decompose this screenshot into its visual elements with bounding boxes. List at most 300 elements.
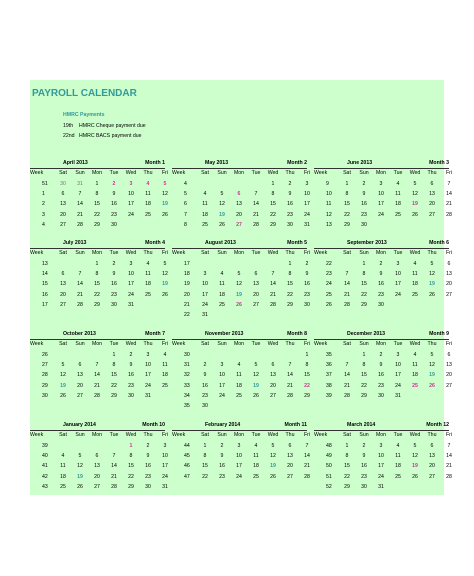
day-cell: 9 — [379, 362, 383, 369]
day-cell: 31 — [202, 312, 208, 318]
day-cell: 21 — [446, 201, 452, 208]
day-cell: 19 — [60, 382, 66, 389]
day-cell: 1 — [305, 352, 309, 358]
day-cell: 31 — [77, 181, 83, 187]
day-cell: 15 — [344, 463, 350, 470]
day-cell: 6 — [237, 191, 241, 198]
day-cell: 28 — [111, 483, 117, 490]
week-number: 31 — [184, 362, 190, 369]
day-cell: 17 — [395, 281, 401, 288]
day-cell: 10 — [202, 281, 208, 288]
week-number: 11 — [326, 201, 332, 208]
day-header: Sun — [359, 250, 369, 256]
day-header-row — [30, 170, 167, 178]
day-header-row — [30, 341, 167, 349]
day-cell: 18 — [219, 291, 225, 298]
day-header: Sat — [343, 170, 351, 176]
day-header-row — [172, 170, 309, 178]
day-cell: 29 — [287, 301, 293, 308]
day-header: Thu — [143, 341, 153, 347]
day-cell: 2 — [379, 261, 383, 267]
day-header: Sun — [75, 432, 85, 438]
day-cell: 17 — [128, 281, 134, 288]
week-row — [314, 261, 451, 269]
day-cell: 17 — [145, 372, 151, 379]
day-header: Week — [314, 432, 328, 438]
payment-day: 22nd — [63, 133, 75, 139]
day-cell: 16 — [202, 382, 208, 389]
day-cell: 12 — [77, 463, 83, 470]
day-cell: 20 — [253, 291, 259, 298]
day-header: Sat — [201, 170, 209, 176]
day-header: Tue — [393, 432, 403, 438]
day-cell: 16 — [145, 463, 151, 470]
week-row — [30, 393, 167, 401]
day-header: Week — [314, 170, 328, 176]
day-cell: 3 — [163, 443, 167, 449]
week-number: 7 — [184, 211, 187, 218]
week-number: 3 — [42, 211, 45, 218]
day-cell: 21 — [94, 382, 100, 389]
day-cell: 17 — [395, 372, 401, 379]
day-cell: 20 — [270, 382, 276, 389]
day-cell: 17 — [162, 463, 168, 470]
day-cell: 12 — [412, 191, 418, 198]
week-number: 29 — [42, 382, 48, 389]
week-number: 42 — [42, 473, 48, 480]
week-row — [172, 212, 309, 220]
day-cell: 21 — [253, 211, 259, 218]
day-cell: 17 — [304, 201, 310, 208]
week-number: 6 — [184, 201, 187, 208]
day-cell: 11 — [219, 281, 225, 288]
day-cell: 11 — [60, 463, 66, 470]
day-header: Sun — [359, 432, 369, 438]
week-number: 19 — [184, 281, 190, 288]
day-cell: 1 — [345, 443, 349, 449]
day-cell: 28 — [253, 221, 259, 228]
month-header — [172, 422, 307, 431]
day-cell: 26 — [270, 473, 276, 480]
day-header: Week — [172, 341, 186, 347]
day-header: Tue — [109, 170, 119, 176]
week-number: 21 — [184, 301, 190, 308]
day-cell: 24 — [236, 473, 242, 480]
day-cell: 10 — [128, 191, 134, 198]
day-cell: 30 — [145, 483, 151, 490]
week-row — [172, 292, 309, 300]
week-number: 41 — [42, 463, 48, 470]
week-number: 24 — [326, 281, 332, 288]
day-header: Fri — [303, 170, 311, 176]
day-header: Wed — [125, 432, 137, 438]
month-header — [314, 160, 449, 169]
day-cell: 1 — [95, 181, 99, 187]
week-row — [30, 201, 167, 209]
day-cell: 12 — [236, 281, 242, 288]
week-number: 13 — [42, 261, 48, 267]
week-number: 5 — [184, 191, 187, 198]
day-cell: 30 — [378, 392, 384, 399]
day-cell: 9 — [112, 271, 116, 278]
day-header: Mon — [91, 432, 103, 438]
day-cell: 17 — [378, 201, 384, 208]
day-header: Wed — [409, 432, 421, 438]
week-row — [172, 261, 309, 269]
day-cell: 24 — [128, 291, 134, 298]
day-cell: 24 — [128, 211, 134, 218]
day-cell: 10 — [145, 362, 151, 369]
day-cell: 15 — [287, 281, 293, 288]
day-cell: 13 — [60, 201, 66, 208]
day-cell: 15 — [361, 372, 367, 379]
day-cell: 7 — [345, 362, 349, 369]
day-cell: 26 — [429, 291, 435, 298]
day-header: Thu — [427, 432, 437, 438]
day-header: Sun — [75, 250, 85, 256]
day-cell: 25 — [236, 392, 242, 399]
day-cell: 13 — [446, 271, 452, 278]
day-cell: 9 — [288, 191, 292, 198]
day-header: Fri — [161, 170, 169, 176]
week-row — [30, 281, 167, 289]
day-header-row — [314, 170, 451, 178]
day-header-row — [314, 341, 451, 349]
day-cell: 18 — [395, 463, 401, 470]
day-cell: 2 — [379, 352, 383, 358]
week-row — [172, 463, 309, 471]
day-header: Tue — [251, 250, 261, 256]
day-header: Fri — [161, 432, 169, 438]
payment-day: 19th — [63, 123, 74, 129]
day-header-row — [172, 432, 309, 440]
day-cell: 21 — [111, 473, 117, 480]
week-number: 35 — [326, 352, 332, 358]
day-cell: 22 — [270, 211, 276, 218]
week-number: 4 — [184, 181, 187, 187]
day-cell: 1 — [112, 352, 116, 358]
day-cell: 25 — [219, 301, 225, 308]
day-header: Fri — [445, 250, 453, 256]
day-cell: 8 — [288, 271, 292, 278]
day-header: Tue — [251, 341, 261, 347]
day-cell: 21 — [77, 291, 83, 298]
day-cell: 3 — [305, 181, 309, 187]
day-cell: 5 — [430, 352, 434, 358]
week-row — [30, 372, 167, 380]
day-header-row — [314, 432, 451, 440]
day-cell: 2 — [146, 443, 150, 449]
day-cell: 11 — [162, 362, 168, 369]
day-cell: 18 — [412, 372, 418, 379]
day-cell: 6 — [447, 261, 451, 267]
week-number: 1 — [42, 191, 45, 198]
day-cell: 20 — [60, 291, 66, 298]
day-cell: 20 — [77, 382, 83, 389]
day-cell: 14 — [77, 281, 83, 288]
day-cell: 21 — [77, 211, 83, 218]
day-cell: 12 — [270, 453, 276, 460]
week-row — [172, 191, 309, 199]
week-number: 45 — [184, 453, 190, 460]
day-cell: 24 — [378, 473, 384, 480]
day-cell: 11 — [145, 271, 151, 278]
month-number: Month 11 — [284, 422, 307, 428]
day-header: Fri — [161, 341, 169, 347]
day-cell: 5 — [220, 191, 224, 198]
day-cell: 14 — [111, 463, 117, 470]
day-cell: 20 — [94, 473, 100, 480]
week-row — [172, 383, 309, 391]
day-cell: 27 — [253, 301, 259, 308]
day-header: Week — [30, 250, 44, 256]
day-cell: 5 — [163, 181, 167, 187]
day-cell: 7 — [78, 191, 82, 198]
day-cell: 30 — [60, 181, 66, 187]
day-cell: 13 — [77, 372, 83, 379]
day-cell: 4 — [413, 261, 417, 267]
day-cell: 20 — [429, 201, 435, 208]
day-cell: 19 — [219, 211, 225, 218]
payroll-sheet — [30, 80, 453, 495]
week-number: 51 — [326, 473, 332, 480]
day-cell: 8 — [362, 362, 366, 369]
day-cell: 28 — [270, 301, 276, 308]
day-cell: 13 — [270, 372, 276, 379]
day-cell: 22 — [111, 382, 117, 389]
day-cell: 25 — [395, 473, 401, 480]
day-header: Sun — [217, 250, 227, 256]
day-cell: 14 — [287, 372, 293, 379]
day-header: Week — [314, 250, 328, 256]
day-cell: 22 — [304, 382, 310, 389]
day-cell: 1 — [362, 261, 366, 267]
day-cell: 8 — [95, 191, 99, 198]
week-number: 47 — [184, 473, 190, 480]
day-header: Wed — [267, 432, 279, 438]
day-cell: 5 — [430, 261, 434, 267]
day-cell: 15 — [202, 463, 208, 470]
day-cell: 27 — [287, 473, 293, 480]
day-cell: 29 — [304, 392, 310, 399]
day-cell: 11 — [145, 191, 151, 198]
day-cell: 9 — [129, 362, 133, 369]
day-cell: 1 — [95, 261, 99, 267]
week-row — [172, 443, 309, 451]
day-cell: 15 — [344, 201, 350, 208]
day-cell: 6 — [254, 271, 258, 278]
month-header — [172, 160, 307, 169]
day-cell: 9 — [203, 372, 207, 379]
week-number: 2 — [42, 201, 45, 208]
day-cell: 5 — [271, 443, 275, 449]
payment-text: HMRC BACS payment due — [79, 133, 142, 139]
day-header: Week — [314, 341, 328, 347]
day-header: Fri — [445, 432, 453, 438]
day-cell: 11 — [412, 362, 418, 369]
day-cell: 5 — [254, 362, 258, 369]
day-header: Mon — [375, 341, 387, 347]
day-cell: 23 — [202, 392, 208, 399]
month-header — [314, 240, 449, 249]
week-number: 26 — [326, 301, 332, 308]
day-cell: 2 — [203, 362, 207, 369]
day-cell: 21 — [344, 291, 350, 298]
day-cell: 13 — [429, 191, 435, 198]
day-cell: 3 — [396, 261, 400, 267]
day-cell: 11 — [236, 372, 242, 379]
day-header-row — [172, 250, 309, 258]
day-cell: 15 — [270, 201, 276, 208]
week-row — [314, 372, 451, 380]
day-cell: 6 — [271, 362, 275, 369]
day-cell: 30 — [361, 221, 367, 228]
day-header: Wed — [409, 341, 421, 347]
day-cell: 27 — [236, 221, 242, 228]
day-cell: 10 — [395, 271, 401, 278]
day-cell: 28 — [344, 301, 350, 308]
day-cell: 16 — [111, 281, 117, 288]
day-header: Tue — [251, 432, 261, 438]
week-number: 22 — [184, 312, 190, 318]
month-number: Month 6 — [429, 240, 449, 246]
day-header: Week — [172, 432, 186, 438]
day-cell: 22 — [94, 291, 100, 298]
month-name: September 2013 — [347, 240, 387, 246]
day-cell: 8 — [95, 271, 99, 278]
day-header: Mon — [375, 432, 387, 438]
day-cell: 22 — [287, 291, 293, 298]
day-header: Mon — [375, 170, 387, 176]
day-cell: 28 — [304, 473, 310, 480]
day-cell: 8 — [203, 453, 207, 460]
week-number: 30 — [42, 392, 48, 399]
day-header: Sat — [343, 250, 351, 256]
day-cell: 25 — [145, 211, 151, 218]
day-cell: 25 — [60, 483, 66, 490]
week-number: 4 — [42, 221, 45, 228]
day-cell: 10 — [162, 453, 168, 460]
day-cell: 16 — [378, 372, 384, 379]
day-cell: 3 — [379, 443, 383, 449]
month-header — [314, 422, 449, 431]
day-header: Sat — [201, 432, 209, 438]
month-header — [314, 331, 449, 340]
week-row — [314, 222, 451, 230]
month-number: Month 12 — [426, 422, 449, 428]
day-cell: 7 — [345, 271, 349, 278]
day-cell: 24 — [378, 211, 384, 218]
week-number: 9 — [326, 181, 329, 187]
day-cell: 9 — [362, 191, 366, 198]
week-number: 17 — [184, 261, 190, 267]
day-cell: 20 — [287, 463, 293, 470]
day-cell: 20 — [60, 211, 66, 218]
day-cell: 1 — [362, 352, 366, 358]
day-cell: 10 — [395, 362, 401, 369]
day-cell: 30 — [361, 483, 367, 490]
week-number: 46 — [184, 463, 190, 470]
week-row — [30, 474, 167, 482]
week-number: 43 — [42, 483, 48, 490]
day-header: Sun — [217, 170, 227, 176]
day-cell: 23 — [287, 211, 293, 218]
day-header: Sun — [217, 432, 227, 438]
day-cell: 2 — [220, 443, 224, 449]
week-number: 49 — [326, 453, 332, 460]
week-number: 25 — [326, 291, 332, 298]
day-header: Sat — [343, 432, 351, 438]
day-cell: 15 — [304, 372, 310, 379]
day-cell: 31 — [128, 301, 134, 308]
payments-heading: HMRC Payments — [63, 112, 105, 118]
day-cell: 15 — [94, 281, 100, 288]
day-cell: 7 — [78, 271, 82, 278]
day-cell: 6 — [447, 352, 451, 358]
day-header: Mon — [375, 250, 387, 256]
day-cell: 3 — [146, 352, 150, 358]
week-number: 36 — [326, 362, 332, 369]
week-number: 22 — [326, 261, 332, 267]
day-cell: 24 — [395, 291, 401, 298]
month-number: Month 8 — [287, 331, 307, 337]
day-cell: 28 — [446, 473, 452, 480]
day-cell: 4 — [413, 352, 417, 358]
day-cell: 27 — [429, 211, 435, 218]
week-number: 8 — [184, 221, 187, 228]
day-cell: 2 — [129, 352, 133, 358]
day-cell: 11 — [395, 453, 401, 460]
day-header: Sat — [59, 432, 67, 438]
day-cell: 29 — [344, 221, 350, 228]
day-cell: 30 — [304, 301, 310, 308]
day-header: Thu — [427, 250, 437, 256]
week-row — [314, 212, 451, 220]
day-cell: 31 — [304, 221, 310, 228]
day-header: Sun — [359, 170, 369, 176]
week-row — [314, 393, 451, 401]
week-row — [314, 292, 451, 300]
day-cell: 27 — [60, 221, 66, 228]
month-header — [30, 160, 165, 169]
day-header: Sat — [59, 250, 67, 256]
day-cell: 2 — [288, 181, 292, 187]
day-header: Sat — [201, 250, 209, 256]
month-name: December 2013 — [347, 331, 386, 337]
day-cell: 17 — [219, 382, 225, 389]
day-cell: 13 — [236, 201, 242, 208]
day-cell: 21 — [304, 463, 310, 470]
day-cell: 10 — [128, 271, 134, 278]
day-cell: 30 — [287, 221, 293, 228]
day-header: Thu — [427, 170, 437, 176]
day-cell: 18 — [162, 372, 168, 379]
day-cell: 5 — [413, 443, 417, 449]
day-cell: 7 — [288, 362, 292, 369]
day-cell: 31 — [378, 483, 384, 490]
day-cell: 8 — [345, 191, 349, 198]
month-number: Month 9 — [429, 331, 449, 337]
day-cell: 26 — [236, 301, 242, 308]
week-row — [30, 222, 167, 230]
month-name: June 2013 — [347, 160, 373, 166]
day-header: Wed — [409, 250, 421, 256]
day-cell: 8 — [305, 362, 309, 369]
day-cell: 23 — [145, 473, 151, 480]
day-cell: 18 — [395, 201, 401, 208]
day-cell: 29 — [94, 221, 100, 228]
day-cell: 25 — [162, 382, 168, 389]
